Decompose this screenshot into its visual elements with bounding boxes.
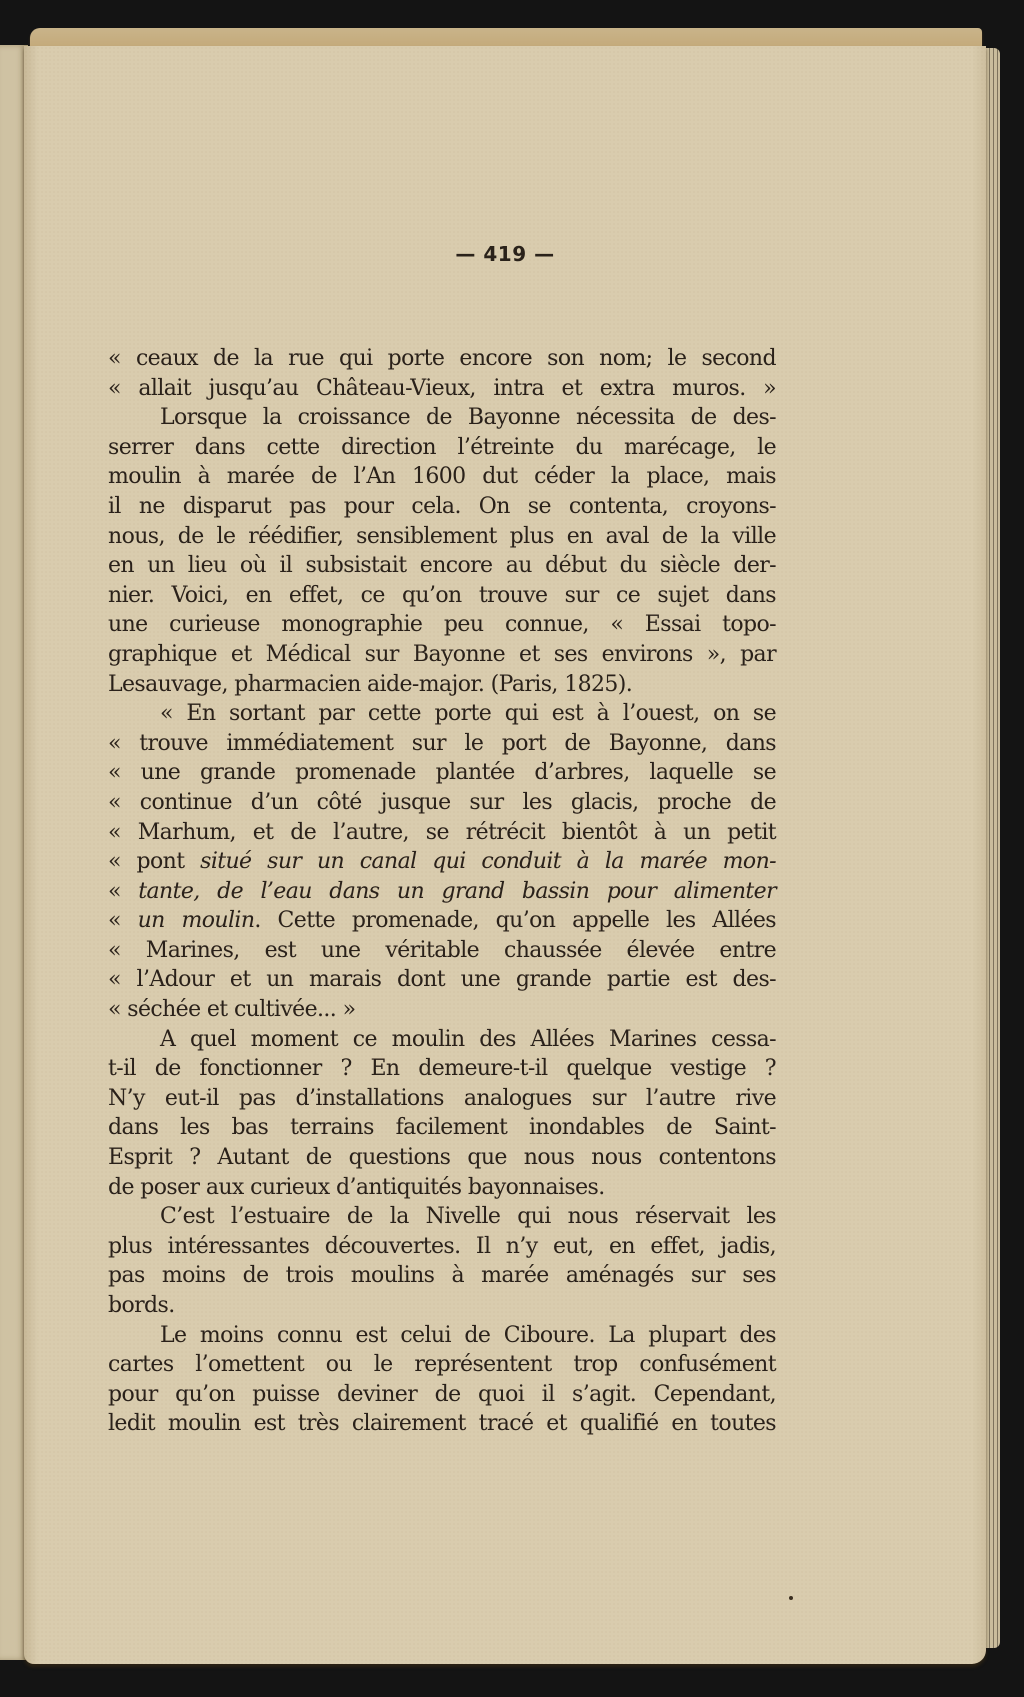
book-page <box>24 46 986 1664</box>
text-line: nier. Voici, en effet, ce qu’on trouve sur ce sujet dans <box>108 582 776 608</box>
ink-spot <box>789 1596 793 1600</box>
text-line: « allait jusqu’au Château-Vieux, intra et extra muros. » <box>108 375 776 401</box>
text-line: moulin à marée de l’An 1600 dut céder la place, mais <box>108 464 776 490</box>
text-line: cartes l’omettent ou le représentent trop confusément <box>108 1352 776 1378</box>
text-line: « trouve immédiatement sur le port de Bayonne, dans <box>108 730 776 756</box>
text-line: N’y eut-il pas d’installations analogues sur l’autre rive <box>108 1085 776 1111</box>
text-line: graphique et Médical sur Bayonne et ses environs », par <box>108 641 776 667</box>
text-line: Le moins connu est celui de Ciboure. La plupart des <box>160 1322 776 1348</box>
text-line: Esprit ? Autant de questions que nous nous contentons <box>108 1145 776 1171</box>
body-text <box>108 344 776 1439</box>
text-segment: « pont <box>108 849 201 875</box>
text-line: t-il de fonctionner ? En demeure-t-il quelque vestige ? <box>108 1056 776 1082</box>
text-line: en un lieu où il subsistait encore au début du siècle der- <box>108 553 776 579</box>
italic-segment: un moulin <box>137 908 255 934</box>
text-line: « continue d’un côté jusque sur les glacis, proche de <box>108 789 776 815</box>
text-line: Lorsque la croissance de Bayonne nécessita de des- <box>160 405 776 431</box>
page-number: — 419 — <box>455 242 555 266</box>
text-line <box>108 847 776 877</box>
text-line: plus intéressantes découvertes. Il n’y eut, en effet, jadis, <box>108 1233 776 1259</box>
text-line: nous, de le réédifier, sensiblement plus en aval de la ville <box>108 523 776 549</box>
text-line: dans les bas terrains facilement inondables de Saint- <box>108 1115 776 1141</box>
text-line <box>108 906 776 936</box>
text-segment: « <box>108 908 138 934</box>
text-line: « En sortant par cette porte qui est à l’ouest, on se <box>160 701 776 727</box>
text-line: C’est l’estuaire de la Nivelle qui nous réservait les <box>160 1204 776 1230</box>
text-line: « séchée et cultivée... » <box>108 997 356 1023</box>
text-segment: « <box>108 878 139 904</box>
text-line: A quel moment ce moulin des Allées Marines cessa- <box>160 1026 776 1052</box>
italic-segment: tante, de l’eau dans un grand bassin pour alimenter <box>138 878 776 904</box>
text-line: « Marhum, et de l’autre, se rétrécit bientôt à un petit <box>108 819 776 845</box>
text-line: Lesauvage, pharmacien aide-major. (Paris, 1825). <box>108 671 633 697</box>
text-line: pour qu’on puisse deviner de quoi il s’agit. Cependant, <box>108 1381 776 1407</box>
text-line: « une grande promenade plantée d’arbres, laquelle se <box>108 760 776 786</box>
text-line <box>108 877 776 907</box>
text-line: « l’Adour et un marais dont une grande partie est des- <box>108 967 776 993</box>
text-line: ledit moulin est très clairement tracé et qualifié en toutes <box>108 1411 776 1437</box>
text-line: « ceaux de la rue qui porte encore son nom; le second <box>108 346 776 371</box>
text-line: il ne disparut pas pour cela. On se contenta, croyons- <box>108 493 776 519</box>
text-line: serrer dans cette direction l’étreinte du marécage, le <box>108 434 776 460</box>
text-segment: . Cette promenade, qu’on appelle les Allées <box>254 908 776 934</box>
text-line: de poser aux curieux d’antiquités bayonnaises. <box>108 1174 605 1200</box>
text-line: pas moins de trois moulins à marée aménagés sur ses <box>108 1263 776 1289</box>
text-line: bords. <box>108 1293 175 1318</box>
italic-segment: situé sur un canal qui conduit à la marée mon- <box>200 849 776 875</box>
text-line: une curieuse monographie peu connue, « Essai topo- <box>108 612 776 638</box>
text-line: « Marines, est une véritable chaussée élevée entre <box>108 937 776 963</box>
